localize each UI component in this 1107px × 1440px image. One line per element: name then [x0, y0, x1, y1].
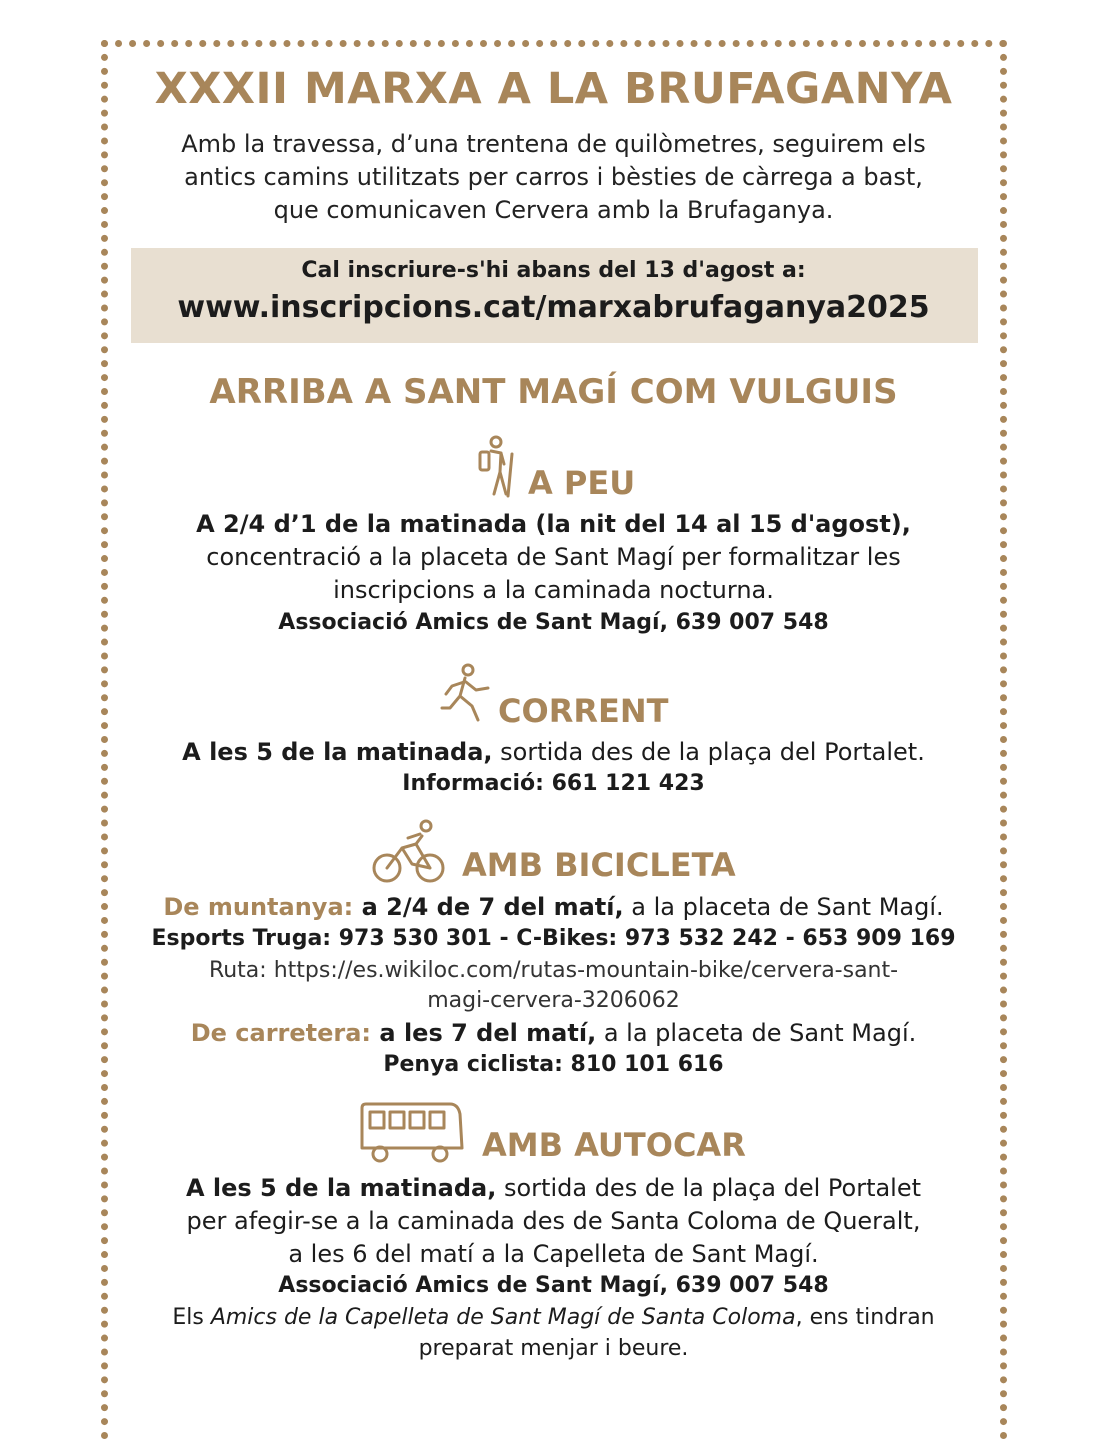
bici-mtb-line — [0, 893, 1107, 921]
autocar-time: A les 5 de la matinada, — [185, 1174, 497, 1202]
intro-line: antics camins utilitzats per carros i bèsties de càrrega a bast, — [184, 163, 923, 191]
intro-line: que comunicaven Cervera amb la Brufaganya. — [273, 196, 834, 224]
intro-line: Amb la travessa, d’una trentena de quilòmetres, seguirem els — [181, 130, 926, 158]
autocar-food-line — [0, 1305, 1107, 1330]
autocar-food-line: preparat menjar i beure. — [418, 1336, 689, 1361]
section-heading: ARRIBA A SANT MAGÍ COM VULGUIS — [209, 372, 898, 412]
cyclist-icon — [372, 818, 446, 884]
corrent-time-line — [0, 738, 1107, 766]
registration-deadline: Cal inscriure-s'hi abans del 13 d'agost a: — [301, 258, 806, 283]
intro-text — [0, 128, 1107, 227]
autocar-place: sortida des de la plaça del Portalet — [496, 1174, 922, 1202]
bici-mtb-time: a 2/4 de 7 del matí, — [353, 893, 624, 921]
corrent-time: A les 5 de la matinada, — [182, 738, 493, 766]
section-title-bici: AMB BICICLETA — [462, 846, 736, 884]
hiker-icon — [474, 434, 522, 498]
bici-club: Penya ciclista: 810 101 616 — [383, 1052, 724, 1077]
autocar-text-line: per afegir-se a la caminada des de Santa Coloma de Queralt, — [186, 1207, 921, 1235]
section-title-peu: A PEU — [528, 464, 636, 502]
bici-road-label: De carretera: — [190, 1019, 372, 1047]
bici-mtb-place: a la placeta de Sant Magí. — [623, 893, 944, 921]
section-title-corrent: CORRENT — [498, 692, 669, 730]
peu-time-line: A 2/4 d’1 de la matinada (la nit del 14 al 15 d'agost), — [196, 510, 911, 538]
autocar-text-line: a les 6 del matí a la Capelleta de Sant Magí. — [288, 1240, 819, 1268]
autocar-time-line — [0, 1174, 1107, 1202]
bici-road-time: a les 7 del matí, — [371, 1019, 597, 1047]
autocar-contact: Associació Amics de Sant Magí, 639 007 548 — [278, 1273, 829, 1298]
autocar-food-pre: Els — [172, 1305, 211, 1330]
bus-icon — [358, 1102, 464, 1166]
autocar-food-post: , ens tindran — [795, 1305, 935, 1330]
corrent-place: sortida des de la plaça del Portalet. — [492, 738, 925, 766]
peu-contact: Associació Amics de Sant Magí, 639 007 548 — [278, 610, 829, 635]
autocar-food-org: Amics de la Capelleta de Sant Magí de Santa Coloma — [210, 1305, 796, 1330]
flyer-title: XXXII MARXA A LA BRUFAGANYA — [154, 64, 953, 114]
bici-route-line[interactable]: magi-cervera-3206062 — [427, 988, 680, 1013]
bici-route-line[interactable]: Ruta: https://es.wikiloc.com/rutas-mountain-bike/cervera-sant- — [208, 958, 899, 983]
bici-road-place: a la placeta de Sant Magí. — [596, 1019, 917, 1047]
bici-shops: Esports Truga: 973 530 301 - C-Bikes: 973 532 242 - 653 909 169 — [151, 926, 956, 951]
registration-url[interactable]: www.inscripcions.cat/marxabrufaganya2025 — [177, 290, 930, 325]
section-title-autocar: AMB AUTOCAR — [482, 1126, 746, 1164]
peu-text-line: inscripcions a la caminada nocturna. — [333, 576, 774, 604]
runner-icon — [440, 662, 494, 724]
peu-text-line: concentració a la placeta de Sant Magí per formalitzar les — [206, 543, 901, 571]
corrent-info: Informació: 661 121 423 — [402, 771, 705, 796]
bici-mtb-label: De muntanya: — [163, 893, 354, 921]
bici-road-line — [0, 1019, 1107, 1047]
